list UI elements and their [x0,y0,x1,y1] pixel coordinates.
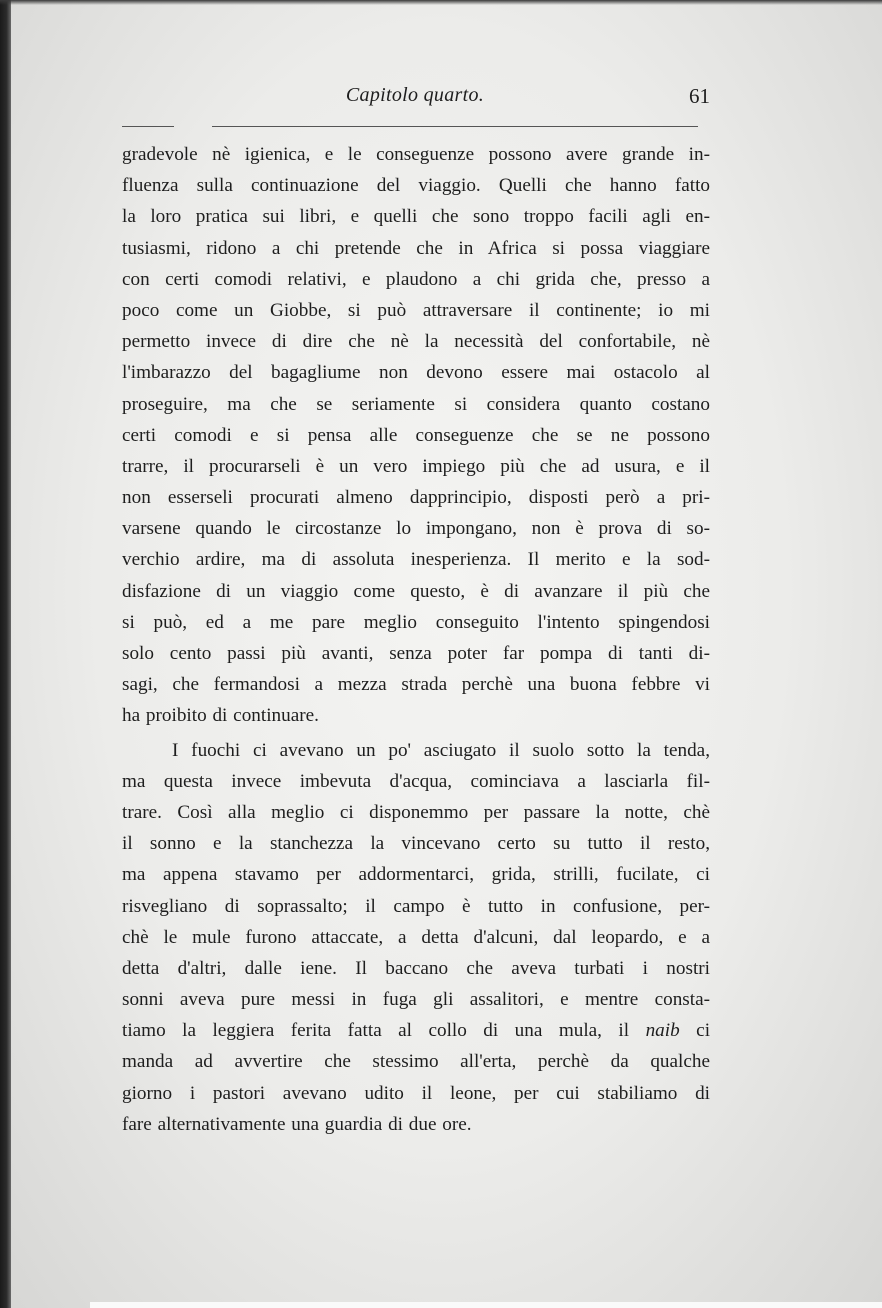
running-head [120,84,710,114]
page-top-edge [0,0,882,5]
text-line: proseguire, ma che se seriamente si considera quanto costano [122,393,710,415]
text-line: il sonno e la stanchezza la vincevano certo su tutto il resto, [122,833,710,855]
text-line: tusiasmi, ridono a chi pretende che in Africa si possa viaggiare [122,237,710,259]
text-line: manda ad avvertire che stessimo all'erta, perchè da qualche [122,1051,710,1073]
text-line: fare alternativamente una guardia di due ore. [122,1113,472,1135]
text-line: detta d'altri, dalle iene. Il baccano che aveva turbati i nostri [122,957,710,979]
text-line: fluenza sulla continuazione del viaggio. Quelli che hanno fatto [122,175,710,197]
text-line: risvegliano di soprassalto; il campo è tutto in confusione, per- [122,895,710,917]
paragraph-1 [122,139,710,732]
text-line: l'imbarazzo del bagagliume non devono essere mai ostacolo al [122,362,710,384]
text-line: certi comodi e si pensa alle conseguenze che se ne possono [122,424,710,446]
text-line: gradevole nè igienica, e le conseguenze possono avere grande in- [122,144,710,165]
text-line: permetto invece di dire che nè la necessità del confortabile, nè [122,331,710,353]
text-line: si può, ed a me pare meglio conseguito l'intento spingendosi [122,611,710,633]
text-line: chè le mule furono attaccate, a detta d'alcuni, dal leopardo, e a [122,926,710,948]
text-line: solo cento passi più avanti, senza poter far pompa di tanti di- [122,643,710,664]
text-line: trare. Così alla meglio ci disponemmo per passare la notte, chè [122,801,710,823]
text-line: ha proibito di continuare. [122,705,319,727]
text-line: ma appena stavamo per addormentarci, grida, strilli, fucilate, ci [122,864,710,886]
text-line: giorno i pastori avevano udito il leone, per cui stabiliamo di [122,1082,710,1104]
page-number: 61 [689,84,710,108]
text-line: con certi comodi relativi, e plaudono a chi grida che, presso a [122,268,710,290]
text-line: verchio ardire, ma di assoluta inesperienza. Il merito e la sod- [122,549,710,571]
chapter-title: Capitolo quarto. [345,84,485,106]
text-line: la loro pratica sui libri, e quelli che sono troppo facili agli en- [122,206,710,228]
text-line-with-italic [122,1015,710,1046]
body-text [122,139,710,1140]
text-line: ma questa invece imbevuta d'acqua, cominciava a lasciarla fil- [122,770,710,792]
text-line: non esserseli procurati almeno dapprincipio, disposti però a pri- [122,487,710,509]
text-line: sonni aveva pure messi in fuga gli assalitori, e mentre consta- [122,989,710,1011]
header-rule-right [212,126,698,127]
text-line: varsene quando le circostanze lo impongano, non è prova di so- [122,518,710,540]
page-binding-edge [0,0,11,1308]
text-line: poco come un Giobbe, si può attraversare il continente; io mi [122,299,710,321]
header-rule-left [122,126,174,127]
text-segment: ci [696,1020,711,1042]
text-line: sagi, che fermandosi a mezza strada perchè una buona febbre vi [122,674,710,696]
page-bottom-strip [90,1302,882,1308]
paragraph-2 [122,735,710,1140]
text-line: I fuochi ci avevano un po' asciugato il suolo sotto la tenda, [172,739,710,761]
text-line: trarre, il procurarseli è un vero impiego più che ad usura, e il [122,455,710,477]
text-segment: tiamo la leggiera ferita fatta al collo di una mula, il [122,1020,630,1042]
italic-term: naib [645,1020,680,1042]
text-line: disfazione di un viaggio come questo, è di avanzare il più che [122,580,710,602]
